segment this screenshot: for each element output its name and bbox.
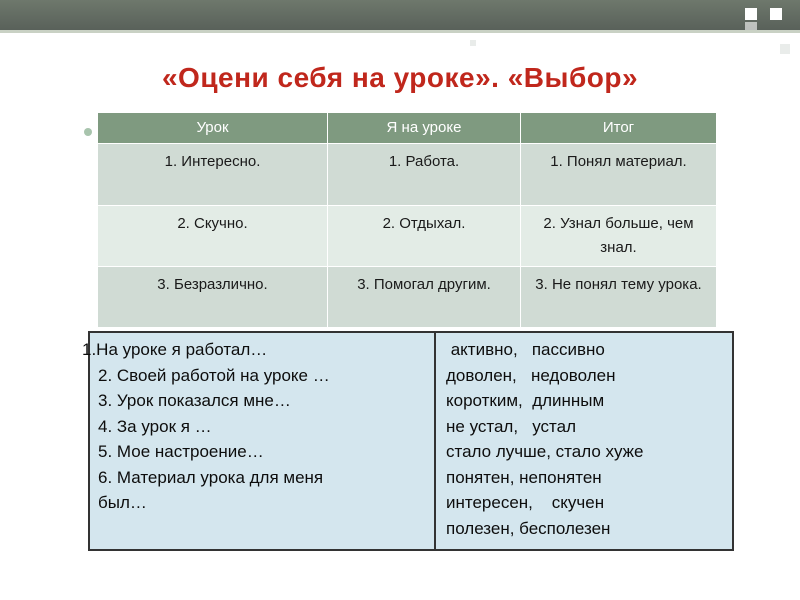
self-assessment-table — [97, 112, 717, 328]
table-cell: 1. Работа. — [328, 144, 521, 206]
question-item: 4. За урок я … — [98, 416, 212, 436]
table-row — [98, 206, 717, 267]
choice-table — [82, 331, 734, 551]
answer-item: стало лучше, стало хуже — [446, 442, 644, 461]
table-cell: 1. Интересно. — [98, 144, 328, 206]
bullet-dot-icon — [84, 128, 92, 136]
answer-item: полезен, бесполезен — [446, 518, 611, 538]
decor-square — [780, 44, 790, 54]
table-cell: 3. Помогал другим. — [328, 267, 521, 328]
table-row — [98, 267, 717, 328]
question-item: 3. Урок показался мне… — [98, 391, 291, 410]
table-cell: 1. Понял материал. — [521, 144, 717, 206]
table-header-row — [98, 113, 717, 144]
top-decorative-band — [0, 0, 800, 30]
question-list — [82, 337, 330, 516]
table-cell: 2. Узнал больше, чем знал. — [521, 206, 717, 267]
table-cell: 2. Скучно. — [98, 206, 328, 267]
answer-item: активно, пассивно — [446, 340, 605, 359]
answer-item: понятен, непонятен — [446, 467, 602, 487]
question-item: был… — [98, 493, 147, 512]
answer-item: не устал, устал — [446, 416, 577, 436]
decor-square — [745, 8, 757, 20]
decor-square — [745, 22, 757, 30]
question-item: 2. Своей работой на уроке … — [98, 365, 330, 385]
table-row — [98, 144, 717, 206]
header-cell: Я на уроке — [328, 113, 521, 144]
question-item: 6. Материал урока для меня — [98, 467, 324, 487]
answer-item: интересен, скучен — [446, 493, 605, 512]
header-cell: Итог — [521, 113, 717, 144]
table-cell: 3. Не понял тему урока. — [521, 267, 717, 328]
table-cell: 2. Отдыхал. — [328, 206, 521, 267]
column-divider — [434, 333, 436, 549]
question-item: 5. Мое настроение… — [98, 442, 264, 461]
question-item: 1.На уроке я работал… — [82, 340, 268, 359]
decor-square — [470, 40, 476, 46]
answer-list — [446, 337, 644, 541]
slide-title: «Оцени себя на уроке». «Выбор» — [161, 62, 639, 93]
answer-item: доволен, недоволен — [446, 365, 616, 385]
table-cell: 3. Безразлично. — [98, 267, 328, 328]
answer-item: коротким, длинным — [446, 391, 605, 410]
top-band-line — [0, 30, 800, 33]
header-cell: Урок — [98, 113, 328, 144]
decor-square — [770, 8, 782, 20]
